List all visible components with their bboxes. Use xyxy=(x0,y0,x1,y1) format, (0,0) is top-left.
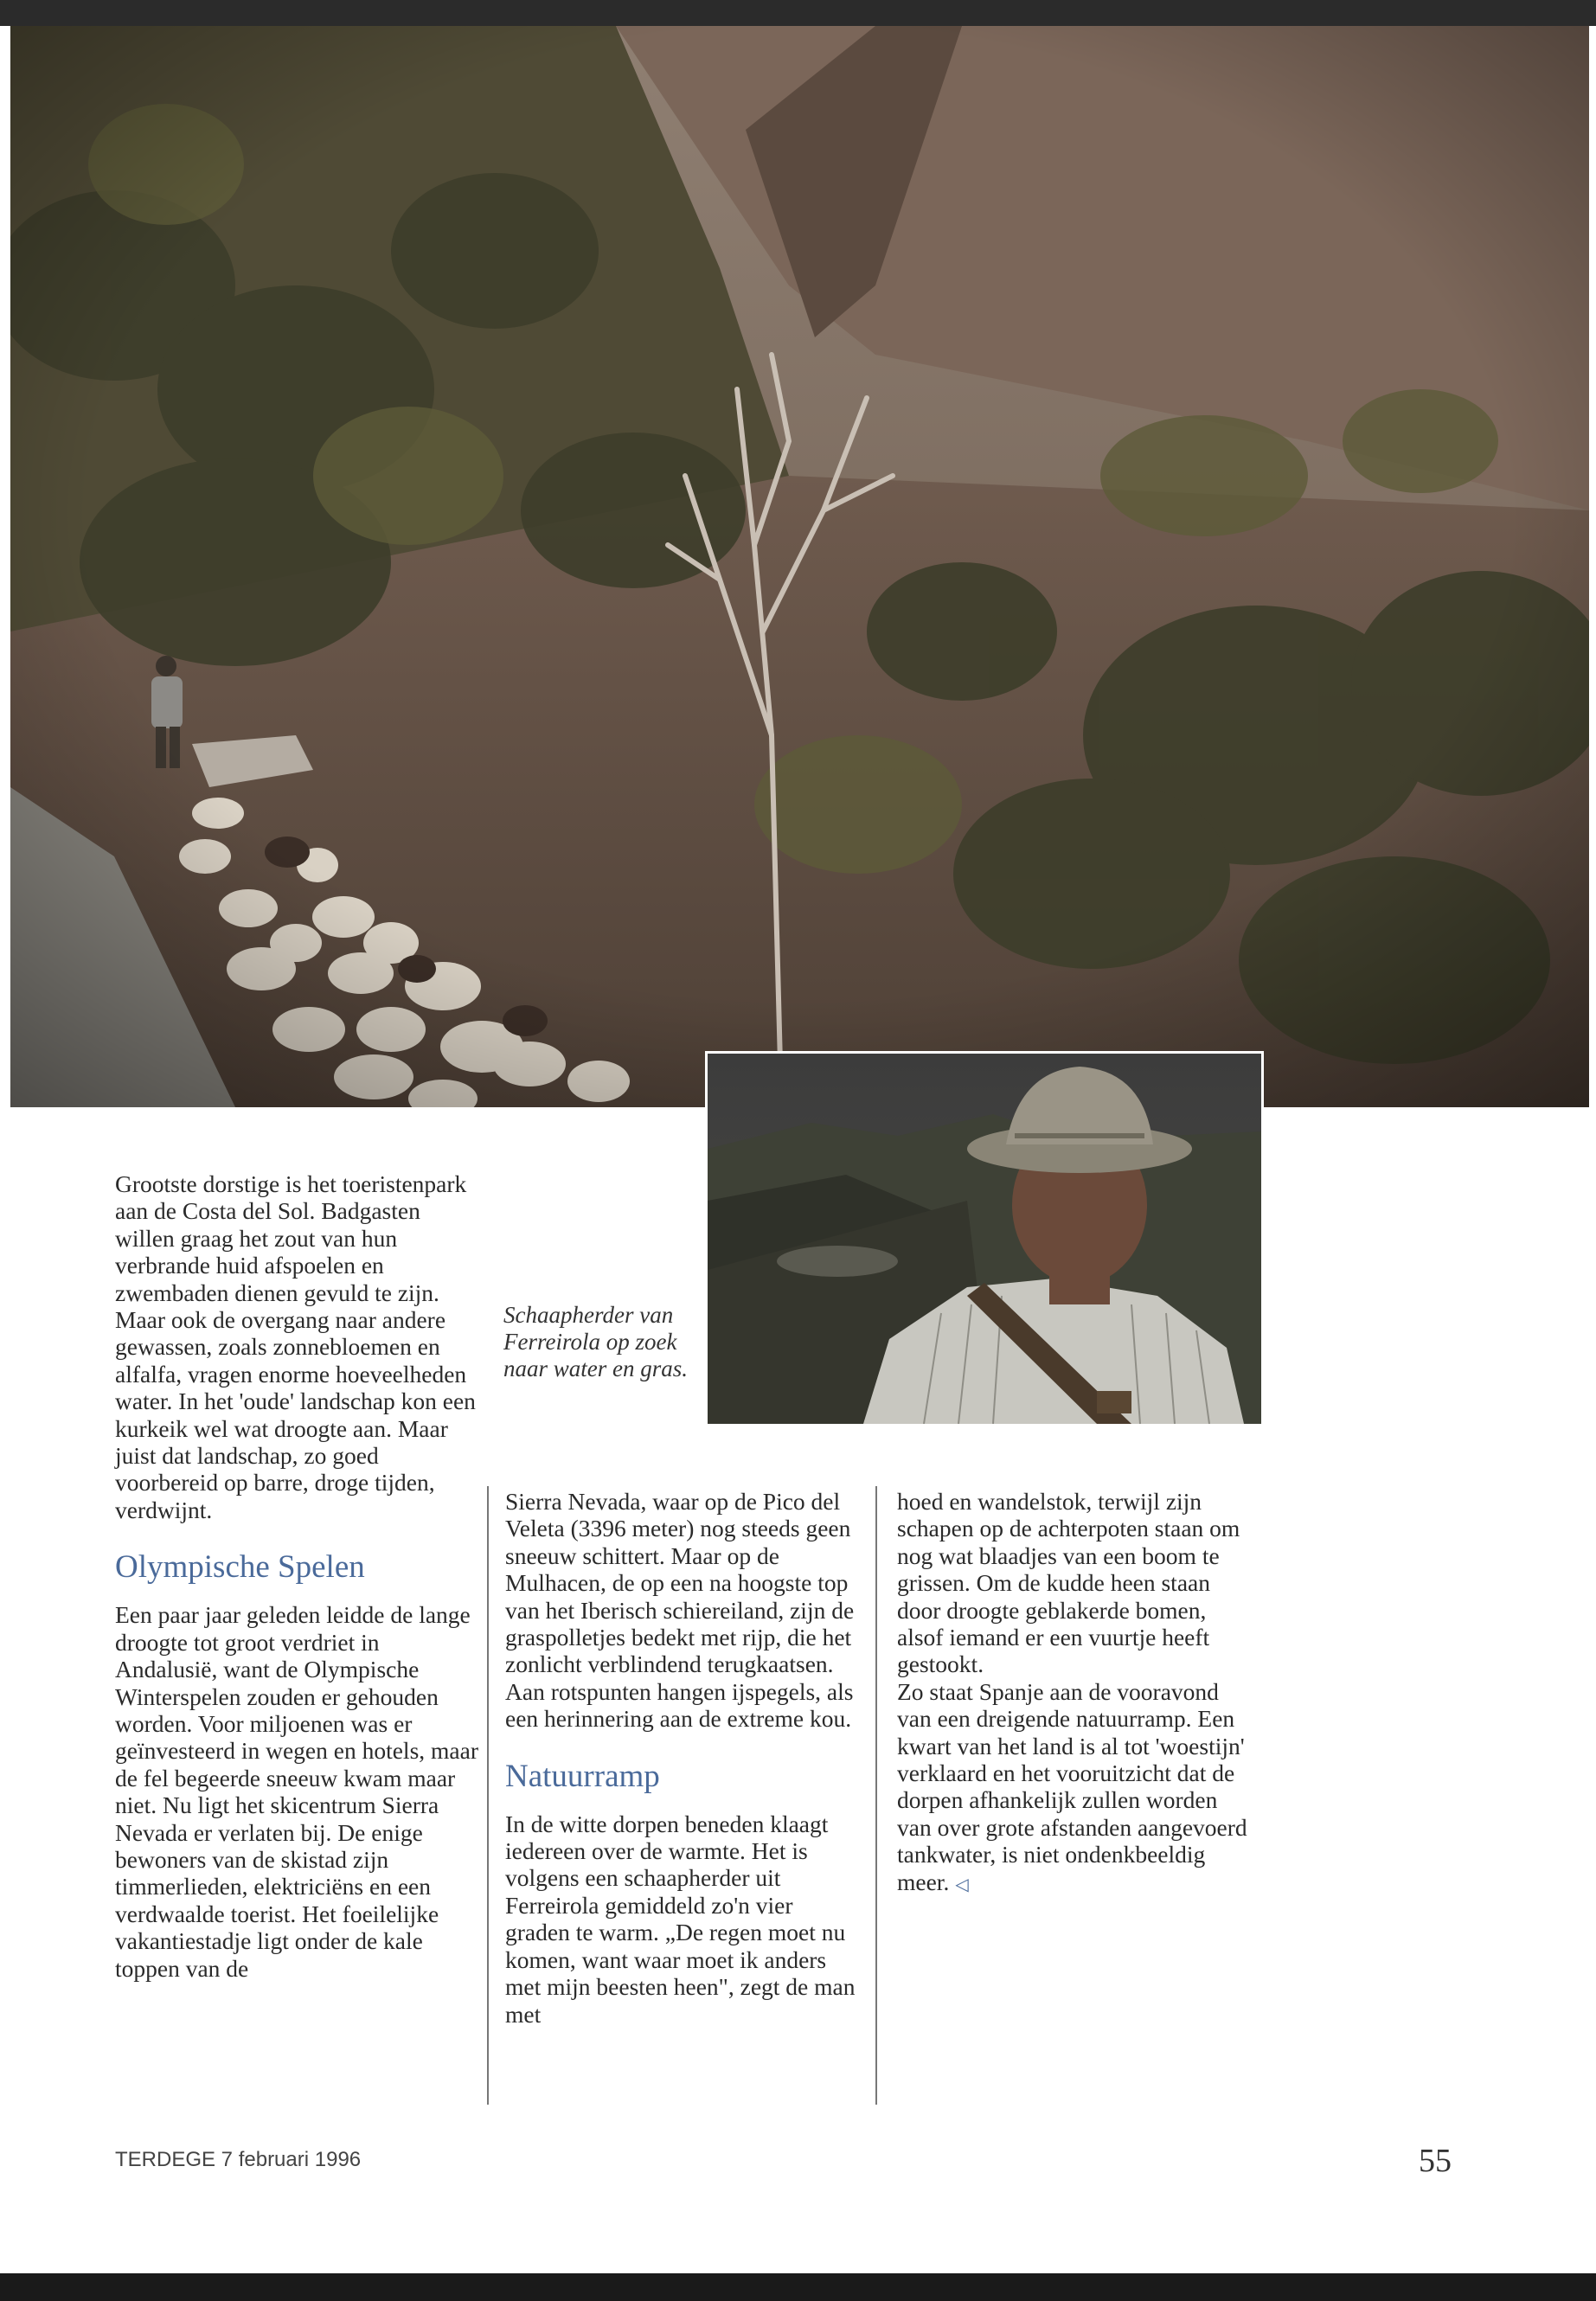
paragraph: Maar ook de overgang naar andere gewassen, zoals zonnebloemen en alfalfa, vragen enorme hoeveelheden water. In het 'oude' landschap kon een kurkeik wel wat droogte aan. Maar juist dat landschap, zo goed voorbereid op barre, droge tijden, verdwijnt. xyxy=(115,1306,476,1523)
column-divider xyxy=(875,1486,877,2105)
column-1 xyxy=(115,1170,478,1982)
footer-publication: TERDEGE 7 februari 1996 xyxy=(115,2148,362,2171)
column-divider xyxy=(487,1486,489,2105)
paragraph xyxy=(897,1678,1252,1899)
column-2 xyxy=(505,1488,860,2028)
section-heading-natuurramp: Natuurramp xyxy=(505,1758,660,1794)
portrait-photo xyxy=(705,1051,1264,1426)
column-3 xyxy=(897,1488,1252,1899)
section-heading-olympische-spelen: Olympische Spelen xyxy=(115,1549,365,1586)
paragraph: Een paar jaar geleden leidde de lange droogte tot groot verdriet in Andalusië, want de Olympische Winterspelen zouden er gehouden worden. Voor miljoenen was er geïnvesteerd in wegen en hotels, maar de fel begeerde sneeuw kwam maar niet. Nu ligt het skicentrum Sierra Nevada er verlaten bij. De enige bewoners van de skistad zijn timmerlieden, elektriciëns en een verdwaalde toerist. Het foeilelijke vakantiestadje ligt onder de kale toppen van de xyxy=(115,1601,478,1982)
scan-edge-top xyxy=(0,0,1596,26)
shepherd-portrait-illustration xyxy=(708,1054,1261,1424)
scan-edge-bottom xyxy=(0,2273,1596,2301)
paragraph: Grootste dorstige is het toeristenpark aan de Costa del Sol. Badgasten willen graag het zout van hun verbrande huid afspoelen en zwembaden dienen gevuld te zijn. xyxy=(115,1170,467,1306)
page-number: 55 xyxy=(1419,2143,1452,2179)
photo-caption: Schaapherder van Ferreirola op zoek naar water en gras. xyxy=(503,1302,689,1381)
paragraph: Sierra Nevada, waar op de Pico del Veleta (3396 meter) nog steeds geen sneeuw schittert. Maar op de Mulhacen, de op een na hoogste top van het Iberisch schiereiland, zijn de graspolletjes bedekt met rijp, die het zonlicht verblindend terugkaatsen. Aan rotspunten hangen ijspegels, als een herinnering aan de extreme kou. xyxy=(505,1488,855,1733)
paragraph: In de witte dorpen beneden klaagt iedereen over de warmte. Het is volgens een schaapherder uit Ferreirola gemiddeld zo'n vier graden te warm. „De regen moet nu komen, want waar moet ik anders met mijn beesten heen", zegt de man met xyxy=(505,1810,856,2028)
paragraph: hoed en wandelstok, terwijl zijn schapen op de achterpoten staan om nog wat blaadjes van een boom te grissen. Om de kudde heen staan door droogte geblakerde bomen, alsof iemand er een vuurtje heeft gestookt. xyxy=(897,1488,1240,1678)
landscape-illustration xyxy=(10,26,1589,1107)
paragraph-text: Zo staat Spanje aan de vooravond van een dreigende natuurramp. Een kwart van het land is al tot 'woestijn' verklaard en het vooruitzicht dat de dorpen afhankelijk zullen worden van over grote afstanden aangevoerd tankwater, is niet ondenkbeeldig meer. xyxy=(897,1677,1247,1895)
hero-photo xyxy=(10,26,1589,1107)
end-of-article-icon: ◁ xyxy=(955,1875,969,1894)
